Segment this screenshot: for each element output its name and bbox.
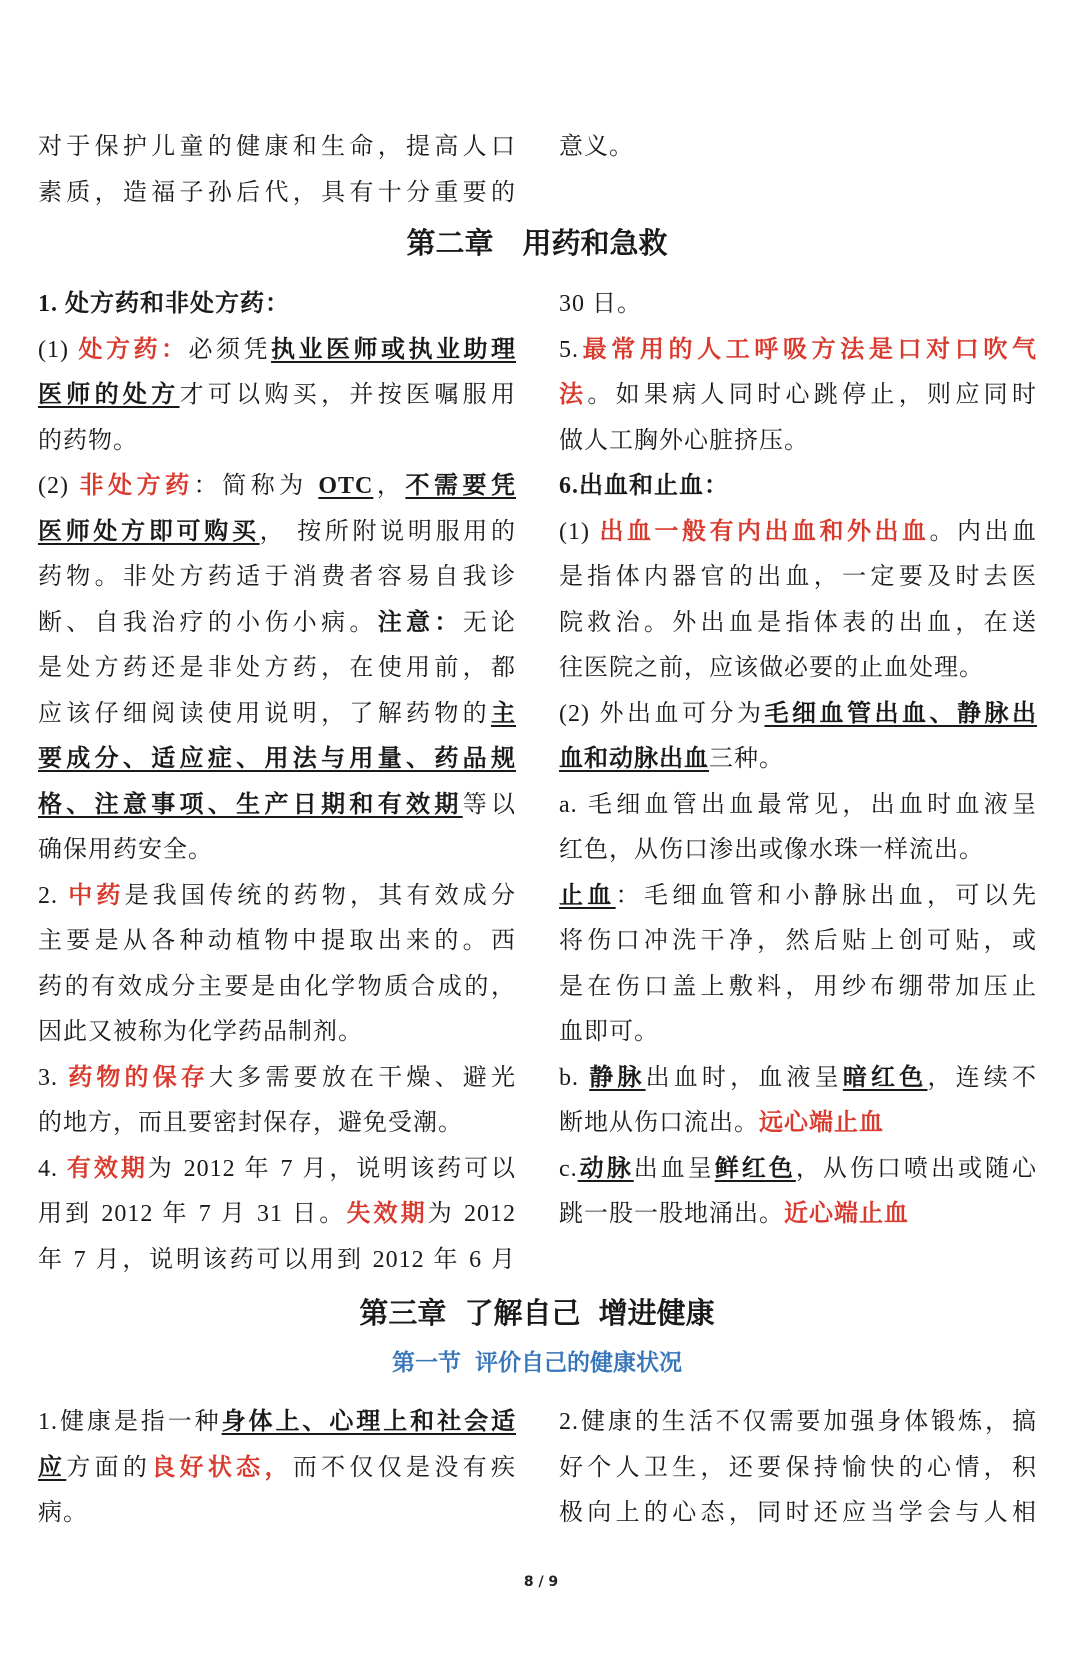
text-line: [559, 1101, 1037, 1147]
text-line: [38, 601, 516, 647]
text-run: 确保用药安全。: [38, 837, 213, 863]
text-run: 往医院之前，应该做必要的止血处理。: [559, 655, 984, 681]
text-line: [38, 1010, 516, 1056]
text-line: [559, 692, 1037, 738]
text-run: 用到 2012 年 7 月 31 日。: [38, 1201, 347, 1227]
text-line: [38, 1192, 516, 1238]
text-line: [559, 965, 1037, 1011]
text-run: 为 2012 年 7 月，说明该药可以: [147, 1155, 516, 1182]
text-run: 无论: [462, 609, 516, 636]
text-line: [559, 1192, 1037, 1238]
text-run: 等以: [462, 791, 516, 818]
text-line: [559, 874, 1037, 920]
text-run: 的地方，而且要密封保存，避免受潮。: [38, 1110, 463, 1136]
section-title: 第一节 评价自己的健康状况: [391, 1350, 682, 1376]
chapter-3-left-column: [38, 1400, 516, 1537]
text-line: [559, 919, 1037, 965]
underlined-term: 动脉: [577, 1155, 634, 1182]
underlined-term: OTC: [318, 473, 374, 499]
text-run: 为 2012: [427, 1201, 516, 1227]
text-run: 方面的: [66, 1454, 152, 1481]
text-run: (2) 外出血可分为: [559, 700, 765, 727]
text-run: 将伤口冲洗干净，然后贴上创可贴，或: [559, 928, 1037, 954]
bold-text: 注意：: [377, 609, 463, 636]
text-line: [559, 555, 1037, 601]
text-run: b.: [559, 1064, 590, 1091]
red-bold-text: 有效期: [66, 1155, 148, 1182]
underlined-term: 血和动脉出血: [559, 746, 709, 772]
text-line: [38, 1056, 516, 1102]
text-line: [38, 328, 516, 374]
red-bold-text: 法: [559, 382, 588, 408]
text-run: 才可以购买，并按医嘱服用: [179, 382, 516, 408]
text-line: [38, 828, 516, 874]
text-run: 必须凭: [188, 336, 272, 363]
red-bold-text: 良好状态，: [151, 1454, 293, 1481]
text-run: 是在伤口盖上敷料，用纱布绷带加压止: [559, 973, 1037, 1000]
text-run: 断地从伤口流出。: [559, 1110, 759, 1136]
text-line: [38, 919, 516, 965]
text-run: 药的有效成分主要是由化学物质合成的，: [38, 973, 516, 1000]
text-line: [559, 737, 1037, 783]
text-line: [38, 1446, 516, 1492]
text-line: [38, 510, 516, 556]
text-run: 断、自我治疗的小伤小病。: [38, 609, 378, 636]
text-line: [559, 1446, 1037, 1492]
text-run: 病。: [38, 1500, 88, 1526]
text-line: [38, 464, 516, 510]
text-line: [559, 1056, 1037, 1102]
text-run: ，连续不: [927, 1064, 1037, 1091]
red-bold-text: 出血一般有内出血和外出血: [599, 518, 930, 545]
text-run: 做人工胸外心脏挤压。: [559, 427, 809, 454]
text-line: [38, 692, 516, 738]
text-run: 是我国传统的药物，其有效成分: [124, 882, 516, 909]
underlined-term: 身体上、心理上和社会适: [221, 1409, 516, 1435]
red-bold-text: 中药: [68, 882, 125, 909]
text-run: ，: [373, 473, 406, 499]
text-run: ：简称为: [193, 473, 319, 499]
underlined-term: 鲜红色: [714, 1155, 796, 1182]
text-line: [559, 828, 1037, 874]
text-run: 30 日。: [559, 291, 642, 317]
text-line: [559, 601, 1037, 647]
text-run: (2): [38, 473, 80, 499]
text-line: [38, 1491, 516, 1537]
text-run: 意义。: [559, 134, 634, 160]
text-run: 跳一股一股地涌出。: [559, 1201, 784, 1227]
text-run: 4.: [38, 1155, 67, 1182]
red-bold-text: 近心端止血: [784, 1201, 909, 1227]
text-line: [38, 555, 516, 601]
text-run: 红色，从伤口渗出或像水珠一样流出。: [559, 837, 984, 863]
text-line: [559, 464, 1037, 510]
text-line: [559, 1147, 1037, 1193]
text-line: [38, 1400, 516, 1446]
text-run: 应该仔细阅读使用说明，了解药物的: [38, 700, 491, 727]
text-run: 因此又被称为化学药品制剂。: [38, 1019, 363, 1045]
intro-right-column: [559, 125, 1037, 171]
text-line: [38, 125, 516, 171]
red-bold-text: 最常用的人工呼吸方法是口对口吹气: [579, 336, 1037, 363]
text-run: 5.: [559, 336, 579, 363]
text-line: [559, 1010, 1037, 1056]
text-run: 年 7 月，说明该药可以用到 2012 年 6 月: [38, 1246, 516, 1273]
text-run: 出血呈: [633, 1155, 715, 1182]
text-line: [559, 783, 1037, 829]
underlined-term: 止血: [559, 882, 616, 909]
text-line: [559, 125, 1037, 171]
chapter-3-title: 第三章 了解自己 增进健康: [359, 1296, 715, 1330]
text-run: 1.健康是指一种: [38, 1409, 222, 1435]
underlined-term: 静脉: [589, 1064, 646, 1091]
intro-left-column: [38, 125, 516, 216]
text-run: 药物。非处方药适于消费者容易自我诊: [38, 564, 516, 590]
text-run: ：毛细血管和小静脉出血，可以先: [615, 882, 1037, 909]
red-bold-text: 处方药：: [78, 336, 189, 363]
text-line: [559, 646, 1037, 692]
text-run: c.: [559, 1155, 578, 1182]
text-line: [38, 737, 516, 783]
text-run: ，从伤口喷出或随心: [795, 1155, 1037, 1182]
text-line: [38, 282, 516, 328]
text-run: (1): [38, 336, 79, 363]
text-line: [559, 419, 1037, 465]
underlined-term: 医师的处方: [38, 382, 180, 408]
text-line: [559, 510, 1037, 556]
text-line: [38, 783, 516, 829]
text-line: [38, 419, 516, 465]
underlined-term: 毛细血管出血、静脉出: [764, 700, 1037, 727]
text-line: [38, 965, 516, 1011]
text-run: 血即可。: [559, 1019, 659, 1045]
text-run: 。内出血: [929, 518, 1037, 545]
bold-text: 1. 处方药和非处方药：: [38, 291, 290, 317]
underlined-term: 要成分、适应症、用法与用量、药品规: [38, 746, 516, 772]
bold-text: 6.出血和止血：: [559, 473, 729, 499]
text-run: 而不仅仅是没有疾: [292, 1454, 516, 1481]
page-number: 8 / 9: [523, 1574, 559, 1590]
underlined-term: 主: [491, 700, 516, 727]
underlined-term: 执业医师或执业助理: [271, 336, 516, 363]
chapter-2-title: 第二章 用药和急救: [406, 226, 668, 260]
red-bold-text: 失效期: [346, 1201, 428, 1227]
text-line: [38, 1147, 516, 1193]
underlined-term: 医师处方即可购买: [38, 518, 260, 545]
text-run: 极向上的心态，同时还应当学会与人相: [559, 1500, 1037, 1526]
text-run: a. 毛细血管出血最常见，出血时血液呈: [559, 791, 1037, 818]
text-run: 对于保护儿童的健康和生命，提高人口: [38, 134, 516, 160]
text-run: ， 按所附说明服用的: [259, 518, 516, 545]
chapter-2-left-column: [38, 282, 516, 1283]
text-run: 。如果病人同时心跳停止，则应同时: [587, 382, 1037, 408]
text-run: 好个人卫生，还要保持愉快的心情，积: [559, 1454, 1037, 1481]
text-run: 2.健康的生活不仅需要加强身体锻炼，搞: [559, 1409, 1037, 1435]
text-run: 是指体内器官的出血，一定要及时去医: [559, 564, 1037, 590]
text-line: [38, 646, 516, 692]
text-run: 三种。: [709, 746, 784, 772]
chapter-3-right-column: [559, 1400, 1037, 1537]
text-run: 院救治。外出血是指体表的出血，在送: [559, 609, 1037, 636]
underlined-term: 暗红色: [842, 1064, 928, 1091]
text-run: 主要是从各种动植物中提取出来的。西: [38, 928, 516, 954]
red-bold-text: 非处方药: [79, 473, 194, 499]
text-line: [38, 373, 516, 419]
text-run: 素质，造福子孙后代，具有十分重要的: [38, 179, 516, 206]
text-run: 2.: [38, 882, 69, 909]
text-run: 大多需要放在干燥、避光: [209, 1064, 516, 1091]
red-bold-text: 药物的保存: [68, 1064, 210, 1091]
text-run: (1): [559, 518, 600, 545]
text-run: 出血时，血液呈: [645, 1064, 843, 1091]
text-line: [559, 1400, 1037, 1446]
chapter-2-right-column: [559, 282, 1037, 1238]
red-bold-text: 远心端止血: [759, 1110, 884, 1136]
underlined-term: 格、注意事项、生产日期和有效期: [38, 791, 463, 818]
text-line: [38, 1238, 516, 1284]
text-run: 的药物。: [38, 427, 138, 454]
text-line: [38, 171, 516, 217]
text-line: [559, 328, 1037, 374]
underlined-term: 应: [38, 1454, 67, 1481]
text-run: 是处方药还是非处方药，在使用前，都: [38, 655, 516, 681]
text-run: 3.: [38, 1064, 69, 1091]
text-line: [559, 282, 1037, 328]
text-line: [38, 874, 516, 920]
text-line: [559, 373, 1037, 419]
text-line: [38, 1101, 516, 1147]
underlined-term: 不需要凭: [405, 473, 516, 499]
text-line: [559, 1491, 1037, 1537]
